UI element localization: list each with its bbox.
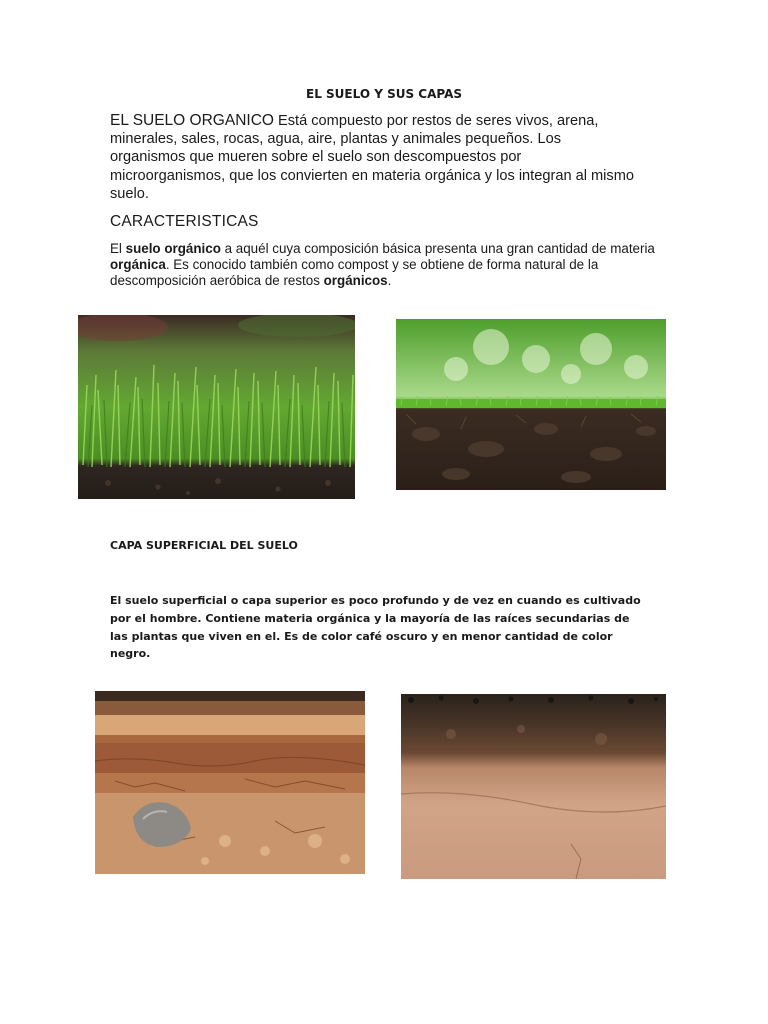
intro-text: Está compuesto por restos de seres vivos, arena, minerales, sales, rocas, agua, aire, plantas y animales pequeños. Los organismos que mueren sobre el suelo son descompuestos por microorganismos, que los convierten en materia orgánica y los integran al mismo suelo. bbox=[110, 113, 634, 202]
page-title: EL SUELO Y SUS CAPAS bbox=[306, 87, 462, 101]
definition-paragraph bbox=[110, 241, 658, 289]
grass-soil-section-photo bbox=[396, 319, 666, 490]
definition-text: a aquél cuya composición básica presenta una gran cantidad de materia bbox=[220, 241, 655, 256]
characteristics-heading: CARACTERISTICAS bbox=[110, 213, 259, 230]
surface-layer-paragraph: El suelo superficial o capa superior es poco profundo y de vez en cuando es cultivado por el hombre. Contiene materia orgánica y la mayoría de las raíces secundarias de las plantas que viven en el. Es de color café oscuro y en menor cantidad de color negro. bbox=[110, 594, 641, 661]
definition-bold: suelo orgánico bbox=[125, 241, 221, 256]
section-heading-surface-layer: CAPA SUPERFICIAL DEL SUELO bbox=[110, 539, 298, 552]
clay-layers-photo bbox=[95, 691, 365, 874]
topsoil-subsoil-photo bbox=[401, 694, 666, 879]
definition-bold: orgánica bbox=[110, 257, 166, 272]
definition-text: . bbox=[387, 273, 392, 288]
definition-bold: orgánicos bbox=[323, 273, 388, 288]
definition-text: . Es conocido también como compost y se obtiene de forma natural de la descomposición aeróbica de restos bbox=[110, 257, 599, 288]
grass-soil-photo bbox=[78, 315, 355, 499]
intro-paragraph bbox=[110, 112, 640, 203]
intro-lead: EL SUELO ORGANICO bbox=[110, 112, 274, 129]
definition-text: El bbox=[110, 241, 126, 256]
